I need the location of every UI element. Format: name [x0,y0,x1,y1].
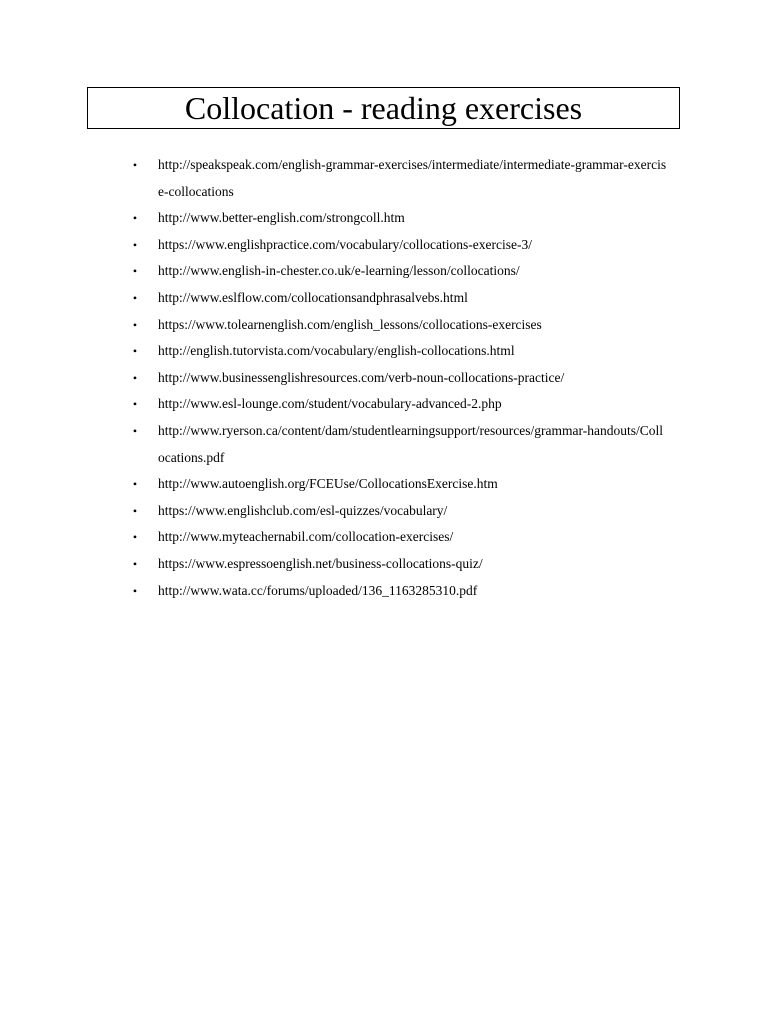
link-url[interactable]: https://www.tolearnenglish.com/english_lessons/collocations-exercises [158,316,542,332]
bullet-icon: • [132,237,138,252]
list-item [128,312,668,339]
bullet-icon: • [132,423,138,438]
link-list [128,152,668,604]
bullet-icon: • [132,397,138,412]
list-item [128,232,668,259]
bullet-icon: • [132,317,138,332]
list-item [128,578,668,605]
bullet-icon: • [132,158,138,172]
link-url[interactable]: https://www.espressoenglish.net/business-collocations-quiz/ [158,555,483,571]
list-item [128,258,668,285]
bullet-icon: • [132,477,138,492]
bullet-icon: • [132,583,138,598]
list-item [128,551,668,578]
link-url[interactable]: http://www.english-in-chester.co.uk/e-learning/lesson/collocations/ [158,263,520,279]
list-item [128,391,668,418]
bullet-icon: • [132,370,138,385]
bullet-icon: • [132,503,138,518]
bullet-icon: • [132,530,138,545]
link-url[interactable]: http://www.ryerson.ca/content/dam/studentlearningsupport/resources/grammar-handouts/Collocations.pdf [158,422,663,465]
link-url[interactable]: http://www.esl-lounge.com/student/vocabulary-advanced-2.php [158,396,502,412]
list-item [128,471,668,498]
list-item [128,338,668,365]
list-item [128,152,668,205]
link-url[interactable]: http://www.autoenglish.org/FCEUse/CollocationsExercise.htm [158,476,498,492]
link-url[interactable]: https://www.englishpractice.com/vocabulary/collocations-exercise-3/ [158,236,532,252]
link-url[interactable]: http://www.businessenglishresources.com/verb-noun-collocations-practice/ [158,369,565,385]
list-item [128,205,668,232]
list-item [128,365,668,392]
list-item [128,498,668,525]
link-url[interactable]: http://www.wata.cc/forums/uploaded/136_1163285310.pdf [158,582,478,598]
list-item [128,418,668,471]
list-item [128,524,668,551]
title-box [87,87,680,129]
page-title: Collocation - reading exercises [184,90,583,126]
link-url[interactable]: http://speakspeak.com/english-grammar-exercises/intermediate/intermediate-grammar-exercise-collocations [158,157,667,199]
link-url[interactable]: http://www.eslflow.com/collocationsandphrasalvebs.html [158,289,468,305]
link-url[interactable]: http://www.myteachernabil.com/collocation-exercises/ [158,529,454,545]
bullet-icon: • [132,264,138,279]
bullet-icon: • [132,344,138,359]
link-url[interactable]: http://english.tutorvista.com/vocabulary/english-collocations.html [158,343,515,359]
bullet-icon: • [132,211,138,226]
bullet-icon: • [132,290,138,305]
link-url[interactable]: http://www.better-english.com/strongcoll.htm [158,210,405,226]
bullet-icon: • [132,556,138,571]
link-url[interactable]: https://www.englishclub.com/esl-quizzes/vocabulary/ [158,502,448,518]
list-item [128,285,668,312]
